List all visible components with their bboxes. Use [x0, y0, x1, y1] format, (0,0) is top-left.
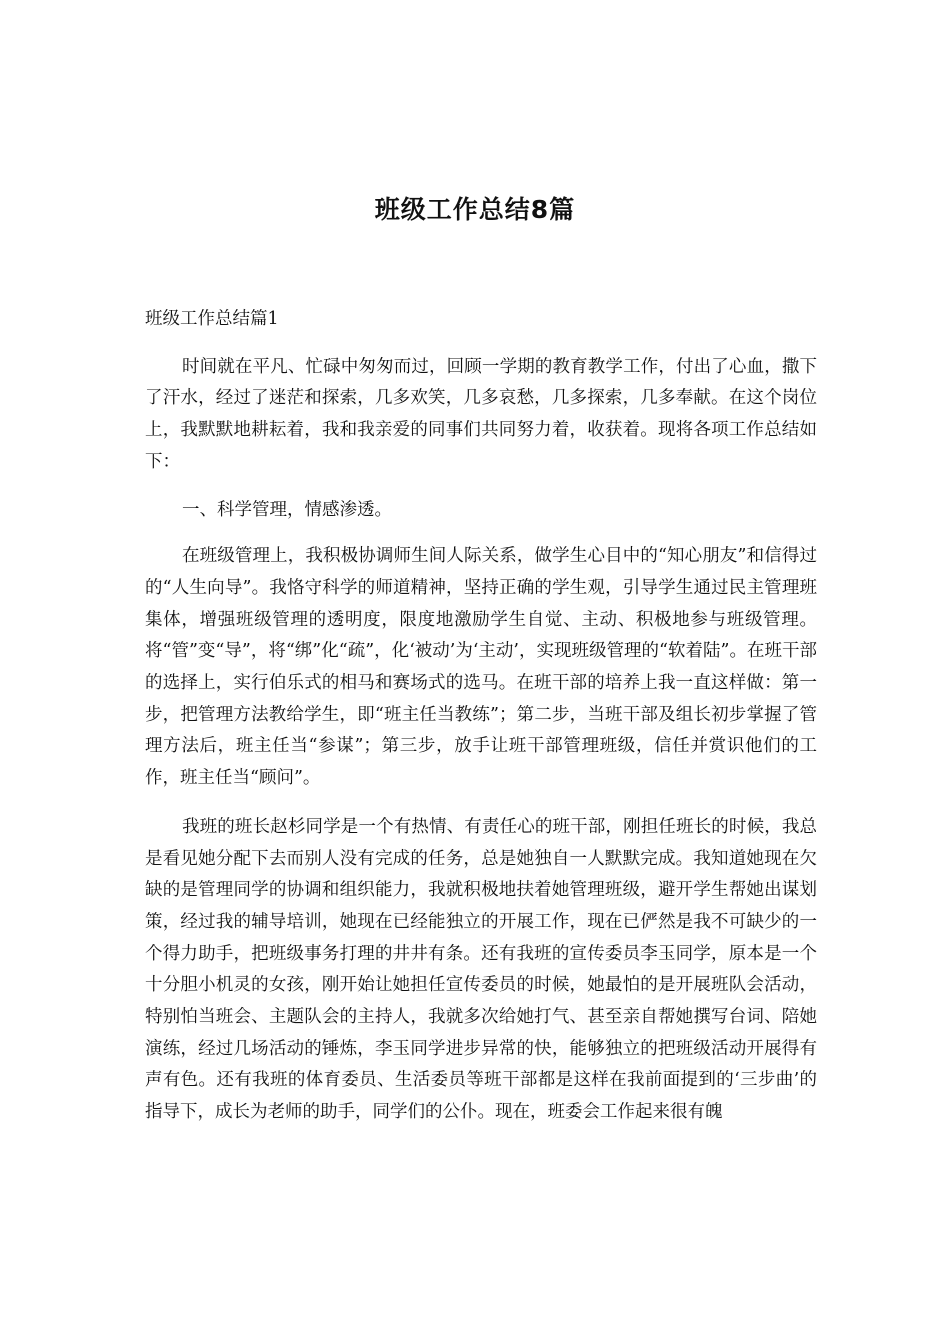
paragraph-subheading: 一、科学管理，情感渗透。 — [182, 499, 392, 520]
document-body — [145, 304, 817, 1145]
paragraph-class-cadres: 我班的班长赵杉同学是一个有热情、有责任心的班干部，刚担任班长的时候，我总是看见她分配下去而别人没有完成的任务，总是她独自一人默默完成。我知道她现在欠缺的是管理同学的协调和组织能力，我就积极地扶着她管理班级，避开学生帮她出谋划策，经过我的辅导培训，她现在已经能独立的开展工作，现在已俨然是我不可缺少的一个得力助手，把班级事务打理的井井有条。还有我班的宣传委员李玉同学，原本是一个十分胆小机灵的女孩，刚开始让她担任宣传委员的时候，她最怕的是开展班队会活动，特别怕当班会、主题队会的主持人，我就多次给她打气、甚至亲自帮她撰写台词、陪她演练，经过几场活动的锤炼，李玉同学进步异常的快，能够独立的把班级活动开展得有声有色。还有我班的体育委员、生活委员等班干部都是这样在我前面提到的‘三步曲’的指导下，成长为老师的助手，同学们的公仆。现在，班委会工作起来很有魄 — [145, 816, 817, 1123]
document-title: 班级工作总结8篇 — [374, 195, 576, 224]
section-heading: 班级工作总结篇1 — [145, 309, 279, 329]
paragraph-intro: 时间就在平凡、忙碌中匆匆而过，回顾一学期的教育教学工作，付出了心血，撒下了汗水，经过了迷茫和探索，几多欢笑，几多哀愁，几多探索，几多奉献。在这个岗位上，我默默地耕耘着，我和我亲爱的同事们共同努力着，收获着。现将各项工作总结如下： — [145, 356, 817, 472]
paragraph-class-management: 在班级管理上，我积极协调师生间人际关系，做学生心目中的“知心朋友”和信得过的“人生向导”。我恪守科学的师道精神，坚持正确的学生观，引导学生通过民主管理班集体，增强班级管理的透明度，限度地激励学生自觉、主动、积极地参与班级管理。将“管”变“导”，将“绑”化“疏”，化‘被动’为‘主动’，实现班级管理的“软着陆”。在班干部的选择上，实行伯乐式的相马和赛场式的选马。在班干部的培养上我一直这样做：第一步，把管理方法教给学生，即“班主任当教练”；第二步，当班干部及组长初步掌握了管理方法后，班主任当“参谋”；第三步，放手让班干部管理班级，信任并赏识他们的工作，班主任当“顾问”。 — [145, 546, 817, 789]
